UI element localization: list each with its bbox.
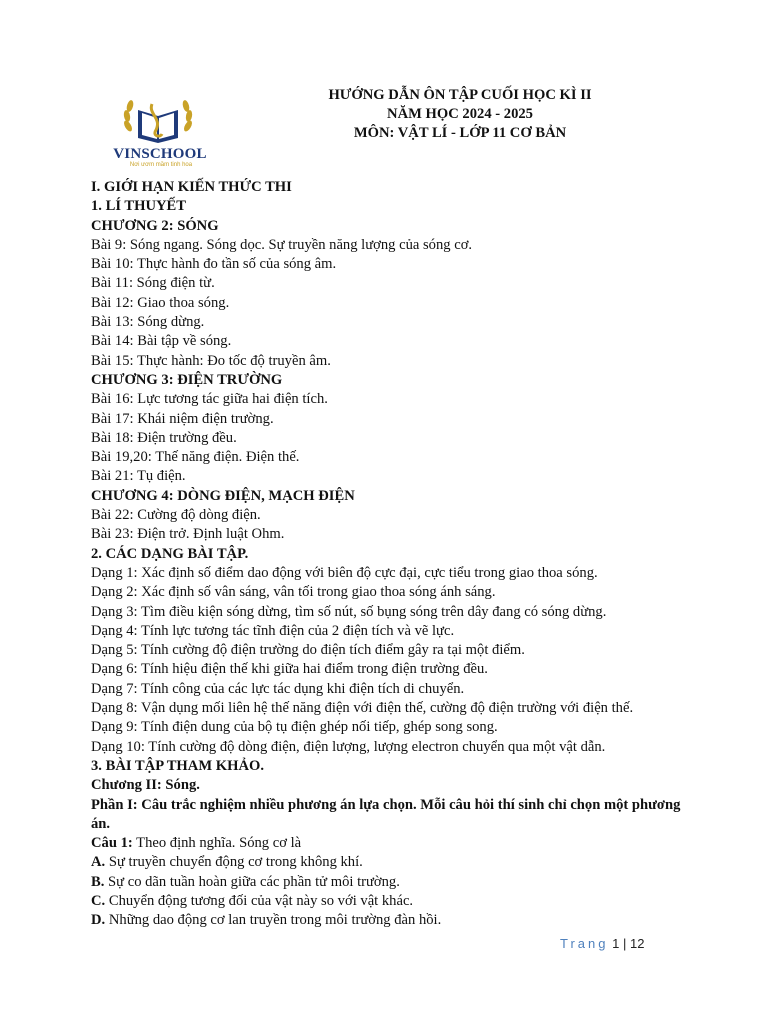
- option-label: C.: [91, 892, 106, 909]
- option-text: Sự co dãn tuần hoàn giữa các phần tử môi trường.: [104, 873, 400, 890]
- answer-option: [91, 853, 691, 872]
- body-line: Dạng 5: Tính cường độ điện trường do điện tích điểm gây ra tại một điểm.: [91, 642, 525, 659]
- header-subject: MÔN: VẬT LÍ - LỚP 11 CƠ BẢN: [353, 125, 567, 141]
- answer-option: [91, 892, 691, 911]
- section-heading: CHƯƠNG 3: ĐIỆN TRƯỜNG: [91, 371, 283, 388]
- body-line: Dạng 1: Xác định số điểm dao động với biên độ cực đại, cực tiểu trong giao thoa sóng.: [91, 564, 598, 581]
- section-heading: 2. CÁC DẠNG BÀI TẬP.: [91, 545, 249, 562]
- body-line: Bài 11: Sóng điện từ.: [91, 275, 215, 292]
- section-heading: 3. BÀI TẬP THAM KHẢO.: [91, 757, 264, 774]
- section-heading: 1. LÍ THUYẾT: [91, 198, 187, 215]
- option-text: Chuyển động tương đối của vật này so với vật khác.: [105, 892, 414, 909]
- body-line: Dạng 9: Tính điện dung của bộ tụ điện ghép nối tiếp, ghép song song.: [91, 719, 498, 736]
- body-line: Bài 23: Điện trở. Định luật Ohm.: [91, 526, 285, 543]
- body-line: Bài 15: Thực hành: Đo tốc độ truyền âm.: [91, 352, 331, 369]
- header-title: HƯỚNG DẪN ÔN TẬP CUỐI HỌC KÌ II: [328, 87, 592, 103]
- body-line: Dạng 7: Tính công của các lực tác dụng khi điện tích di chuyển.: [91, 680, 465, 697]
- body-line: Bài 10: Thực hành đo tần số của sóng âm.: [91, 256, 337, 273]
- body-line: Dạng 2: Xác định số vân sáng, vân tối trong giao thoa sóng ánh sáng.: [91, 584, 496, 601]
- body-line: Dạng 6: Tính hiệu điện thế khi giữa hai điểm trong điện trường đều.: [91, 661, 488, 678]
- body-line: Bài 22: Cường độ dòng điện.: [91, 507, 261, 524]
- body-line: Dạng 8: Vận dụng mối liên hệ thế năng điện với điện thế, cường độ điện trường với điện thế.: [91, 700, 634, 717]
- option-label: A.: [91, 854, 106, 871]
- footer-page-word: Trang: [560, 936, 609, 951]
- body-line: Bài 18: Điện trường đều.: [91, 429, 237, 446]
- header-school-year: NĂM HỌC 2024 - 2025: [387, 106, 533, 122]
- answer-option: [91, 873, 691, 892]
- body-line: Bài 14: Bài tập về sóng.: [91, 333, 232, 350]
- body-line: Bài 19,20: Thế năng điện. Điện thế.: [91, 449, 300, 466]
- document-body: [91, 178, 691, 931]
- section-heading: CHƯƠNG 4: DÒNG ĐIỆN, MẠCH ĐIỆN: [91, 487, 355, 504]
- logo-brand: VINSCHOOL: [113, 146, 207, 162]
- answer-option: [91, 911, 691, 930]
- logo-tagline: Nơi ươm mầm tinh hoa: [129, 162, 193, 168]
- school-logo: [110, 96, 206, 166]
- body-line: Bài 16: Lực tương tác giữa hai điện tích.: [91, 391, 328, 408]
- body-line: Bài 17: Khái niệm điện trường.: [91, 410, 274, 427]
- question-label: Câu 1:: [91, 835, 133, 852]
- option-text: Những dao động cơ lan truyền trong môi trường đàn hồi.: [105, 912, 442, 929]
- section-heading: CHƯƠNG 2: SÓNG: [91, 217, 219, 234]
- body-line: Dạng 4: Tính lực tương tác tĩnh điện của 2 điện tích và vẽ lực.: [91, 622, 455, 639]
- option-label: D.: [91, 912, 106, 929]
- footer-page-number: 1: [612, 936, 620, 951]
- book-laurel-icon: [122, 96, 194, 146]
- body-line: Bài 21: Tụ điện.: [91, 468, 186, 485]
- document-header: [260, 86, 660, 143]
- footer-separator: |: [622, 936, 627, 951]
- body-line: Bài 13: Sóng dừng.: [91, 314, 205, 331]
- question-text: Theo định nghĩa. Sóng cơ là: [132, 835, 302, 852]
- body-line: Dạng 3: Tìm điều kiện sóng dừng, tìm số nút, số bụng sóng trên dây đang có sóng dừng.: [91, 603, 607, 620]
- page-footer: [560, 936, 644, 951]
- body-line: Dạng 10: Tính cường độ dòng điện, điện lượng, lượng electron chuyển qua một vật dẫn.: [91, 738, 606, 755]
- option-label: B.: [91, 873, 105, 890]
- question-1: [91, 834, 691, 853]
- section-heading: I. GIỚI HẠN KIẾN THỨC THI: [91, 179, 292, 195]
- body-line: Bài 9: Sóng ngang. Sóng dọc. Sự truyền năng lượng của sóng cơ.: [91, 236, 473, 253]
- body-line: Bài 12: Giao thoa sóng.: [91, 294, 230, 311]
- section-heading: Chương II: Sóng.: [91, 777, 200, 794]
- option-text: Sự truyền chuyển động cơ trong không khí.: [105, 854, 363, 871]
- part-instruction: Phần I: Câu trắc nghiệm nhiều phương án lựa chọn. Mỗi câu hỏi thí sinh chỉ chọn một phương án.: [91, 796, 681, 832]
- footer-page-total: 12: [629, 936, 645, 951]
